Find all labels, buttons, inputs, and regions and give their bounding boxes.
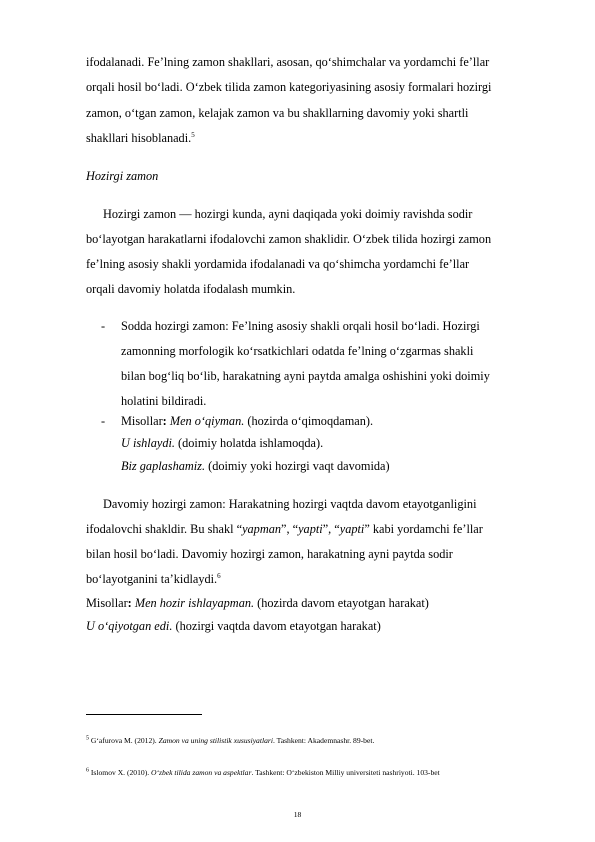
example-line	[86, 596, 429, 611]
body-line: ifodalanadi. Fe’lning zamon shakllari, asosan, qo‘shimchalar va yordamchi fe’llar	[86, 55, 490, 69]
example-gloss: (hozirda o‘qimoqdaman).	[244, 414, 374, 428]
body-line: Davomiy hozirgi zamon: Harakatning hozirgi vaqtda davom etayotganligini	[103, 497, 477, 511]
footnote-text: . Tashkent: O‘zbekiston Milliy universiteti nashriyoti. 103-bet	[251, 768, 440, 777]
footnote-text: G‘afurova M. (2012).	[90, 736, 159, 745]
footnote-ref[interactable]: 5	[191, 130, 195, 139]
body-text: ”, “	[281, 522, 299, 536]
example-label: Misollar	[121, 414, 163, 428]
list-item-line: holatini bildiradi.	[121, 394, 207, 408]
body-line	[86, 522, 483, 537]
footnote-text: Islomov X. (2010).	[90, 768, 152, 777]
list-dash: -	[101, 414, 106, 428]
body-line	[86, 572, 221, 587]
section-heading: Hozirgi zamon	[86, 169, 159, 183]
footnote-number: 6	[86, 767, 89, 774]
body-text: ” kabi yordamchi fe’llar	[364, 522, 483, 536]
body-line: orqali hosil bo‘ladi. O‘zbek tilida zamon kategoriyasining asosiy formalari hozirgi	[86, 80, 492, 94]
footnote	[86, 736, 374, 746]
body-text: bo‘layotganini ta’kidlaydi.	[86, 572, 218, 586]
body-text: shakllari hisoblanadi.	[86, 131, 192, 145]
body-line: bilan hosil bo‘ladi. Davomiy hozirgi zamon, harakatning ayni paytda sodir	[86, 547, 453, 561]
list-item-line: bilan bog‘liq bo‘lib, harakatning ayni paytda amalga oshishini yoki doimiy	[121, 369, 490, 383]
footnote-ref[interactable]: 6	[217, 571, 221, 580]
example-sentence: Biz gaplashamiz.	[121, 459, 206, 473]
example-sentence: U o‘qiyotgan edi.	[86, 619, 173, 633]
example-gloss: (hozirda davom etayotgan harakat)	[254, 596, 429, 610]
body-line: Hozirgi zamon — hozirgi kunda, ayni daqiqada yoki doimiy ravishda sodir	[103, 207, 473, 221]
footnote-title: Zamon va uning stilistik xususiyatlari	[158, 736, 273, 745]
body-line: orqali davomiy holatda ifodalash mumkin.	[86, 282, 296, 296]
example-gloss: (doimiy yoki hozirgi vaqt davomida)	[205, 459, 390, 473]
example-label: Misollar	[86, 596, 128, 610]
example-line	[86, 619, 381, 634]
example-line	[121, 414, 373, 429]
body-text: ”, “	[322, 522, 340, 536]
example-sentence: Men o‘qiyman.	[169, 414, 245, 428]
footnote-number: 5	[86, 735, 89, 742]
body-text: ifodalovchi shakldir. Bu shakl “	[86, 522, 243, 536]
body-line: bo‘layotgan harakatlarni ifodalovchi zamon shaklidir. O‘zbek tilida hozirgi zamon	[86, 232, 492, 246]
example-colon: :	[127, 596, 132, 610]
body-line: fe’lning asosiy shakli yordamida ifodalanadi va qo‘shimcha yordamchi fe’llar	[86, 257, 470, 271]
suffix-term: yapti	[339, 522, 365, 536]
example-sentence: Men hozir ishlayapman.	[134, 596, 255, 610]
page-number: 18	[293, 810, 302, 819]
example-gloss: (hozirgi vaqtda davom etayotgan harakat)	[172, 619, 381, 633]
footnote	[86, 768, 440, 778]
example-line	[121, 436, 323, 451]
footnote-title: O‘zbek tilida zamon va aspektlar	[151, 768, 252, 777]
footnote-text: . Tashkent: Akademnashr. 89-bet.	[272, 736, 375, 745]
example-line	[121, 459, 390, 474]
footnote-separator	[86, 714, 202, 715]
suffix-term: yapman	[242, 522, 282, 536]
example-sentence: U ishlaydi.	[121, 436, 175, 450]
body-line	[86, 131, 195, 146]
list-item-line: zamonning morfologik ko‘rsatkichlari odatda fe’lning o‘zgarmas shakli	[121, 344, 474, 358]
list-dash: -	[101, 319, 106, 333]
example-gloss: (doimiy holatda ishlamoqda).	[174, 436, 324, 450]
list-item-line: Sodda hozirgi zamon: Fe’lning asosiy shakli orqali hosil bo‘ladi. Hozirgi	[121, 319, 480, 333]
suffix-term: yapti	[298, 522, 323, 536]
body-line: zamon, o‘tgan zamon, kelajak zamon va bu shakllarning davomiy yoki shartli	[86, 106, 469, 120]
example-colon: :	[162, 414, 167, 428]
